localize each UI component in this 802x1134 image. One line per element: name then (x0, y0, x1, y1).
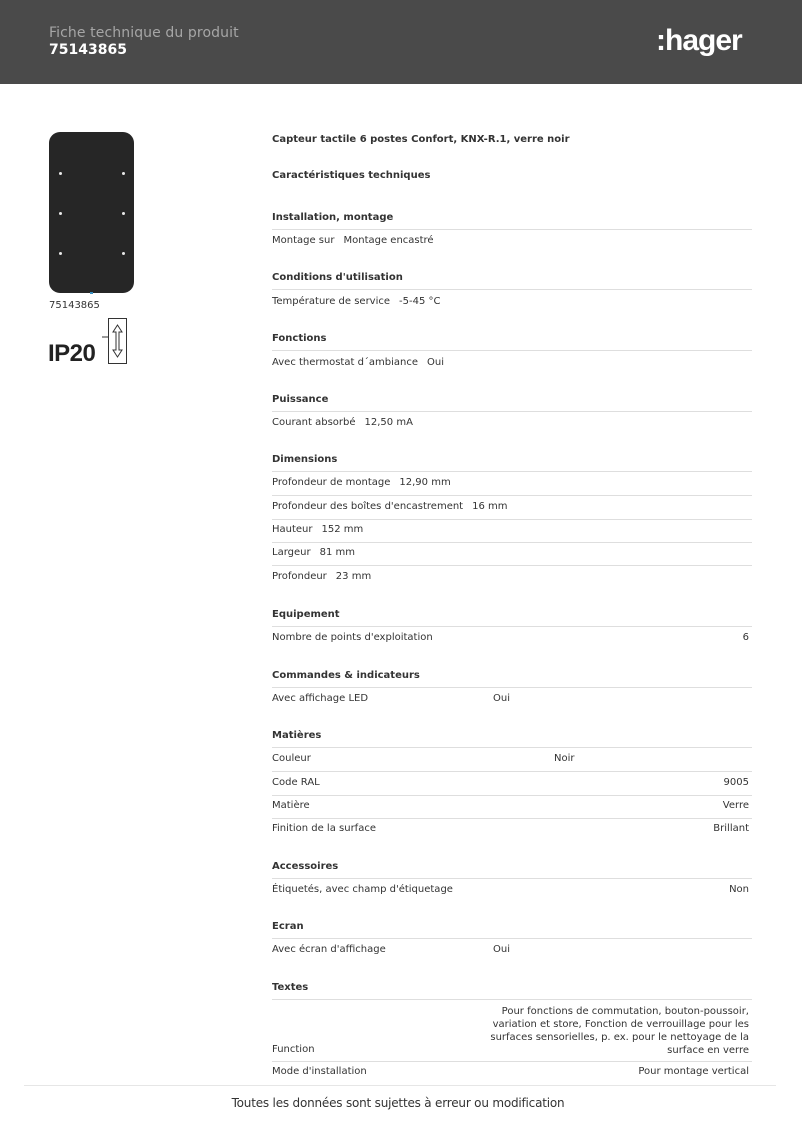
section-commandes: Commandes & indicateurs (272, 670, 752, 688)
spec-value: Oui (493, 944, 510, 955)
spec-row (272, 940, 752, 963)
product-image (49, 132, 134, 293)
spec-row (272, 819, 752, 842)
spec-value: Brillant (713, 823, 749, 834)
spec-label: Profondeur de montage (272, 477, 391, 488)
section-puissance: Puissance (272, 394, 752, 412)
spec-value: 16 mm (472, 501, 508, 512)
spec-row (272, 567, 752, 590)
touch-point-icon (59, 252, 62, 255)
spec-value: 12,90 mm (399, 477, 451, 488)
section-fonctions: Fonctions (272, 333, 752, 351)
spec-row (272, 628, 752, 651)
specs-heading: Caractéristiques techniques (272, 170, 431, 181)
ip-rating-text: IP20 (48, 340, 96, 367)
spec-label: Étiquetés, avec champ d'étiquetage (272, 884, 453, 895)
spec-value: Oui (427, 357, 445, 368)
spec-value: 12,50 mA (364, 417, 413, 428)
spec-row (272, 880, 752, 903)
section-equipement: Equipement (272, 609, 752, 627)
spec-value: 81 mm (319, 547, 355, 558)
touch-point-icon (122, 212, 125, 215)
spec-value: Verre (722, 800, 749, 811)
spec-label: Avec affichage LED (272, 693, 369, 704)
spec-value: Non (729, 884, 749, 895)
spec-row (272, 231, 752, 254)
spec-label: Mode d'installation (272, 1066, 367, 1077)
spec-row (272, 353, 752, 376)
spec-label: Nombre de points d'exploitation (272, 632, 433, 643)
section-matieres: Matières (272, 730, 752, 748)
spec-row (272, 773, 752, 796)
spec-value: Oui (493, 693, 510, 704)
spec-label: Profondeur des boîtes d'encastrement (272, 501, 464, 512)
spec-row (272, 413, 752, 436)
spec-label: Montage sur (272, 235, 335, 246)
touch-point-icon (122, 172, 125, 175)
footer-divider (24, 1085, 776, 1086)
spec-value: Pour montage vertical (638, 1066, 749, 1077)
spec-row (272, 1062, 752, 1085)
spec-label: Profondeur (272, 571, 327, 582)
section-textes: Textes (272, 982, 752, 1000)
spec-value: Pour fonctions de commutation, bouton-poussoir, variation et store, Fonction de verrouillage pour les surfaces sensorielles, p. ex. pour le nettoyage de la surface en verre (490, 1006, 749, 1056)
spec-value: Noir (554, 753, 575, 764)
spec-label: Finition de la surface (272, 823, 376, 834)
spec-label: Température de service (272, 296, 391, 307)
document-subtitle: Fiche technique du produit (49, 25, 239, 41)
hager-logo: :hager (656, 24, 742, 57)
spec-row (272, 543, 752, 566)
spec-label: Function (272, 1044, 315, 1055)
touch-point-icon (59, 212, 62, 215)
image-caption: 75143865 (49, 300, 100, 311)
spec-row (272, 292, 752, 315)
spec-row (272, 497, 752, 520)
spec-row (272, 796, 752, 819)
spec-row (272, 749, 752, 772)
spec-row (272, 520, 752, 543)
status-led-icon (90, 292, 93, 294)
spec-row (272, 689, 752, 712)
spec-value: 23 mm (335, 571, 372, 582)
spec-label: Couleur (272, 753, 311, 764)
page-header (0, 0, 802, 84)
touch-point-icon (59, 172, 62, 175)
product-reference: 75143865 (49, 42, 127, 58)
section-dimensions: Dimensions (272, 454, 752, 472)
spec-label: Hauteur (272, 524, 313, 535)
section-installation: Installation, montage (272, 212, 752, 230)
spec-value: 152 mm (321, 524, 364, 535)
spec-row (272, 473, 752, 496)
spec-label: Avec thermostat d´ambiance (272, 357, 419, 368)
spec-value: 6 (742, 632, 749, 643)
spec-value: Montage encastré (343, 235, 434, 246)
spec-label: Largeur (272, 547, 311, 558)
spec-label: Matière (272, 800, 310, 811)
spec-label: Avec écran d'affichage (272, 944, 386, 955)
touch-point-icon (122, 252, 125, 255)
spec-value: 9005 (723, 777, 749, 788)
vertical-mounting-icon (100, 318, 130, 364)
section-accessoires: Accessoires (272, 861, 752, 879)
spec-label: Code RAL (272, 777, 320, 788)
section-conditions: Conditions d'utilisation (272, 272, 752, 290)
spec-label: Courant absorbé (272, 417, 356, 428)
section-ecran: Ecran (272, 921, 752, 939)
ip-rating-badge (48, 318, 130, 368)
product-title: Capteur tactile 6 postes Confort, KNX-R.1, verre noir (272, 134, 570, 145)
footer-disclaimer: Toutes les données sont sujettes à erreur ou modification (231, 1096, 565, 1110)
spec-row (272, 1001, 752, 1062)
spec-value: -5-45 °C (399, 296, 441, 307)
